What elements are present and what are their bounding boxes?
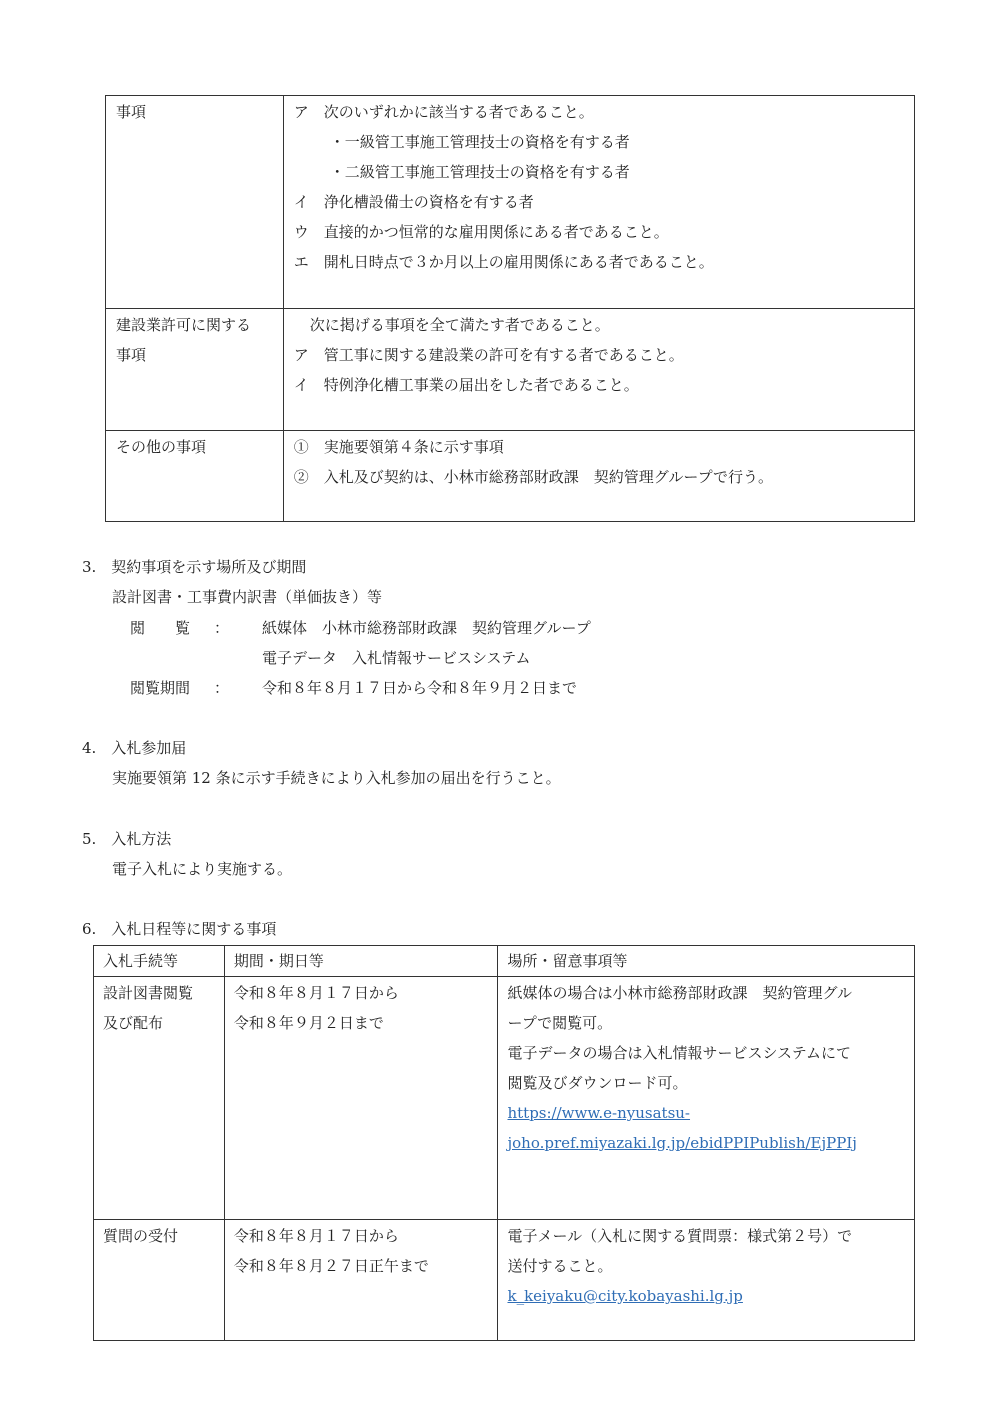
period-label: 閲覧期間 bbox=[130, 679, 191, 697]
note-line1: 電子メール（入札に関する質問票：様式第２号）で bbox=[507, 1227, 853, 1245]
section-4-heading: 4. 入札参加届 bbox=[82, 739, 187, 757]
requirements-table bbox=[105, 95, 915, 522]
section-6-heading: 6. 入札日程等に関する事項 bbox=[82, 920, 277, 938]
header-cell bbox=[94, 946, 225, 977]
period-start: 令和８年８月１７日から bbox=[233, 1227, 399, 1245]
period-colon: ： bbox=[214, 679, 230, 697]
period-end: 令和８年８月２７日正午まで bbox=[233, 1257, 429, 1275]
header-cell bbox=[498, 946, 915, 977]
browse-label: 閲 覧 bbox=[130, 619, 191, 637]
row-label-cell bbox=[106, 96, 284, 309]
row-label-cell bbox=[106, 309, 284, 431]
table-row bbox=[94, 977, 915, 1220]
item-i: イ 特例浄化槽工事業の届出をした者であること。 bbox=[293, 376, 639, 394]
intro-line: 次に掲げる事項を全て満たす者であること。 bbox=[309, 316, 610, 334]
section-5-text: 電子入札により実施する。 bbox=[112, 860, 293, 878]
item-a: ア 次のいずれかに該当する者であること。 bbox=[293, 103, 594, 121]
browse-line-electronic: 電子データ 入札情報サービスシステム bbox=[262, 649, 531, 667]
notes-cell bbox=[498, 1220, 915, 1341]
procedure-line2: 及び配布 bbox=[103, 1014, 164, 1032]
section-3-subheading: 設計図書・工事費内訳書（単価抜き）等 bbox=[112, 588, 383, 606]
item-a: ア 管工事に関する建設業の許可を有する者であること。 bbox=[293, 346, 684, 364]
row-label-line2: 事項 bbox=[116, 346, 147, 364]
row-label: 事項 bbox=[116, 103, 147, 121]
procedure-cell bbox=[94, 1220, 225, 1341]
note-line3: 電子データの場合は入札情報サービスシステムにて bbox=[507, 1044, 851, 1062]
table-row bbox=[106, 96, 915, 309]
period-start: 令和８年８月１７日から bbox=[233, 984, 399, 1002]
period-end: 令和８年９月２日まで bbox=[233, 1014, 384, 1032]
url-link-line1[interactable]: https://www.e-nyusatsu- bbox=[507, 1104, 691, 1122]
note-line1: 紙媒体の場合は小林市総務部財政課 契約管理グル bbox=[507, 984, 853, 1002]
row-content-cell bbox=[283, 309, 914, 431]
procedure-cell bbox=[94, 977, 225, 1220]
item-1: ① 実施要領第４条に示す事項 bbox=[293, 438, 504, 456]
header-procedure: 入札手続等 bbox=[103, 952, 179, 970]
item-a-sub2: ・二級管工事施工管理技士の資格を有する者 bbox=[329, 163, 630, 181]
browse-line-paper: 紙媒体 小林市総務部財政課 契約管理グループ bbox=[262, 619, 591, 637]
table-row bbox=[106, 431, 915, 522]
row-content-cell bbox=[283, 96, 914, 309]
section-5-heading: 5. 入札方法 bbox=[82, 830, 172, 848]
schedule-table bbox=[93, 945, 915, 1341]
table-header-row bbox=[94, 946, 915, 977]
row-label-line1: 建設業許可に関する bbox=[116, 316, 252, 334]
notes-cell bbox=[498, 977, 915, 1220]
row-label: その他の事項 bbox=[116, 438, 207, 456]
period-cell bbox=[224, 977, 498, 1220]
item-i: イ 浄化槽設備士の資格を有する者 bbox=[293, 193, 534, 211]
note-line2: ープで閲覧可。 bbox=[507, 1014, 613, 1032]
item-2: ② 入札及び契約は、小林市総務部財政課 契約管理グループで行う。 bbox=[293, 468, 774, 486]
period-value: 令和８年８月１７日から令和８年９月２日まで bbox=[262, 679, 578, 697]
header-period: 期間・期日等 bbox=[233, 952, 324, 970]
item-u: ウ 直接的かつ恒常的な雇用関係にある者であること。 bbox=[293, 223, 669, 241]
note-line4: 閲覧及びダウンロード可。 bbox=[507, 1074, 688, 1092]
row-label-cell bbox=[106, 431, 284, 522]
period-cell bbox=[224, 1220, 498, 1341]
item-a-sub1: ・一級管工事施工管理技士の資格を有する者 bbox=[329, 133, 630, 151]
procedure-line1: 設計図書閲覧 bbox=[103, 984, 194, 1002]
section-3-heading: 3. 契約事項を示す場所及び期間 bbox=[82, 558, 307, 576]
header-cell bbox=[224, 946, 498, 977]
procedure-line1: 質問の受付 bbox=[103, 1227, 179, 1245]
note-line2: 送付すること。 bbox=[507, 1257, 613, 1275]
header-notes: 場所・留意事項等 bbox=[507, 952, 628, 970]
url-link-line2[interactable]: joho.pref.miyazaki.lg.jp/ebidPPIPublish/EjPPIj bbox=[507, 1134, 857, 1152]
section-4-text: 実施要領第 12 条に示す手続きにより入札参加の届出を行うこと。 bbox=[112, 769, 561, 787]
browse-colon: ： bbox=[214, 619, 230, 637]
table-row bbox=[94, 1220, 915, 1341]
row-content-cell bbox=[283, 431, 914, 522]
item-e: エ 開札日時点で３か月以上の雇用関係にある者であること。 bbox=[293, 253, 714, 271]
table-row bbox=[106, 309, 915, 431]
email-link[interactable]: k_keiyaku@city.kobayashi.lg.jp bbox=[507, 1287, 743, 1305]
